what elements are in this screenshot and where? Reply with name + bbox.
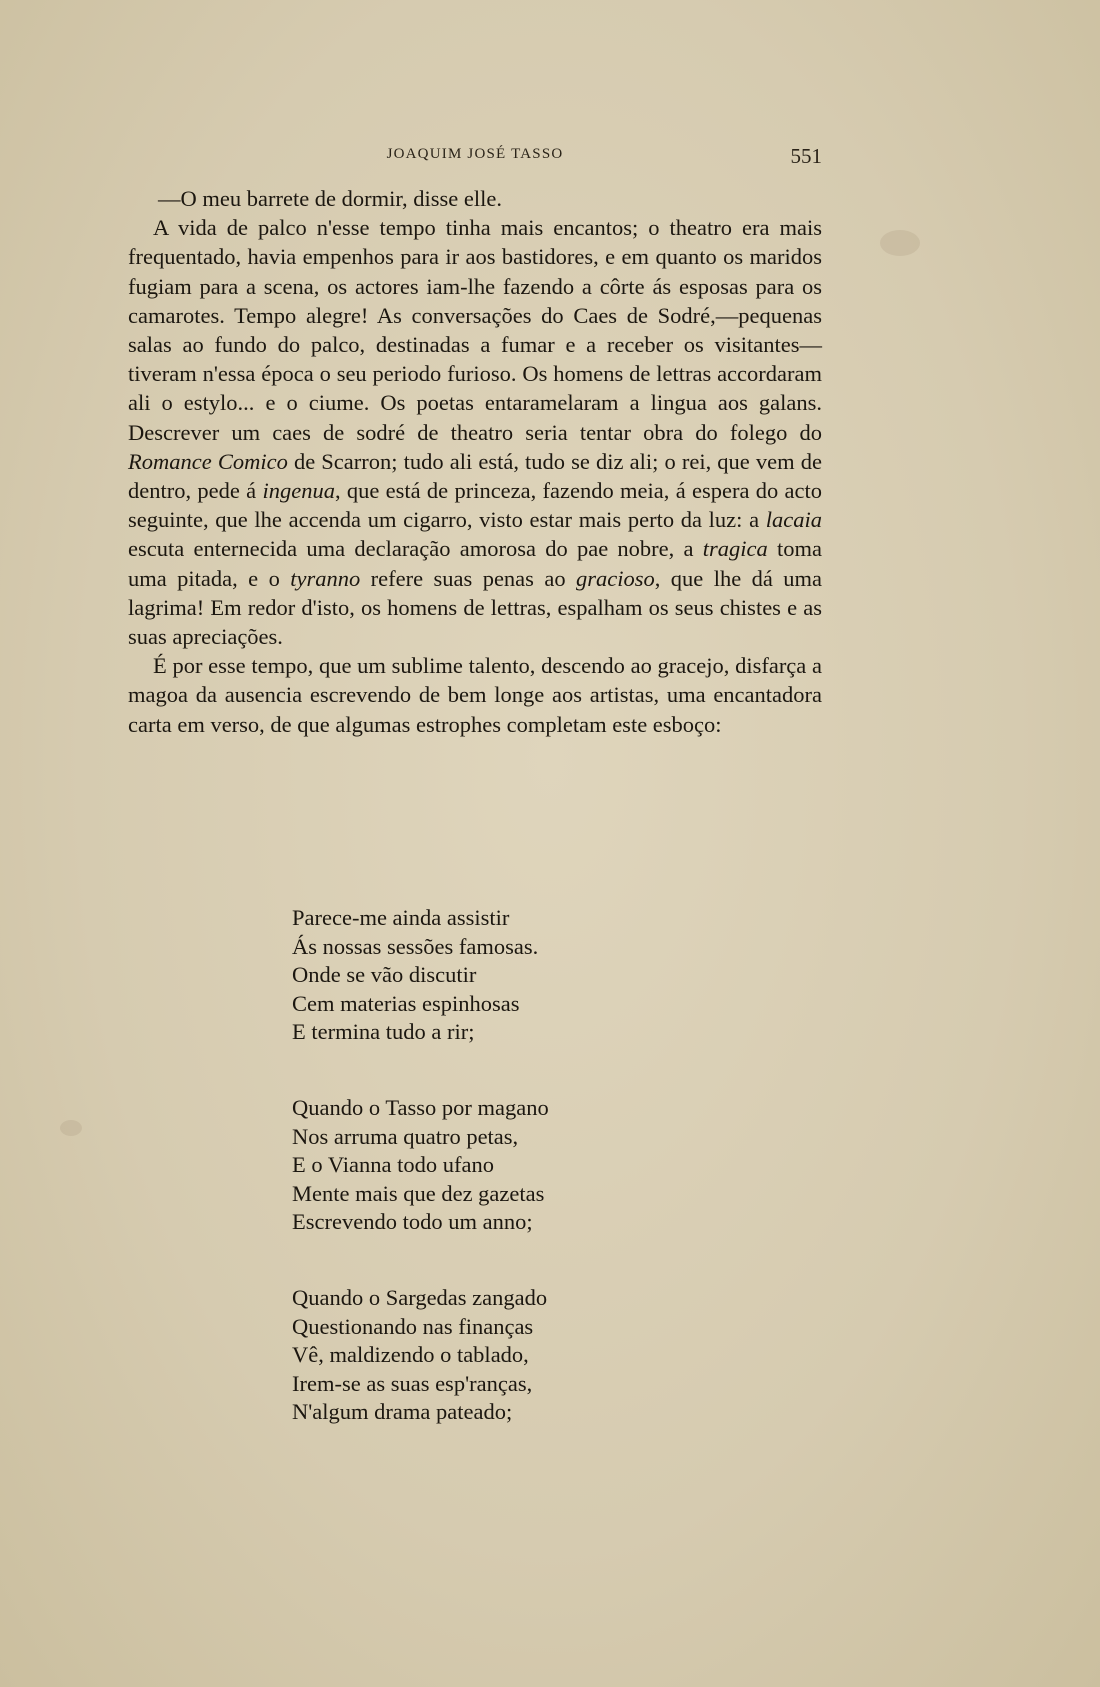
- poem-verse: Quando o Sargedas zangado: [292, 1284, 548, 1310]
- page-number: 551: [790, 144, 822, 168]
- poem-verse: Parece-me ainda assistir: [292, 905, 510, 930]
- text-run: de Scarron; tudo ali está, tudo se diz ali; o rei, que vem de dentro, pede á: [128, 448, 822, 504]
- italic-title-romance-comico: Romance Comico: [128, 448, 288, 474]
- text-run: toma uma pitada, e o: [128, 536, 822, 591]
- paper-stain: [60, 1120, 82, 1136]
- poem-verse: Cem materias espinhosas: [292, 990, 520, 1016]
- paragraph-verse-letter-intro: É por esse tempo, que um sublime talento, descendo ao gracejo, disfarça a magoa da ausencia escrevendo de bem longe aos artistas, uma encantadora carta em verso, de que algumas estrophes completam este esboço:: [128, 653, 822, 737]
- poem-stanza: [292, 904, 549, 1047]
- poem-verse: Mente mais que dez gazetas: [292, 1180, 545, 1206]
- text-run: , que lhe dá uma lagrima! Em redor d'isto, os homens de lettras, espalham os seus chistes e as suas apreciações.: [128, 565, 822, 650]
- poem-verse: Irem-se as suas esp'ranças,: [292, 1370, 533, 1396]
- poem-verse: Escrevendo todo um anno;: [292, 1209, 533, 1235]
- paragraph-theatre-life: [128, 213, 822, 651]
- poem-verse: Vê, maldizendo o tablado,: [292, 1342, 529, 1368]
- text-run: , que está de princeza, fazendo meia, á espera do acto seguinte, que lhe accenda um cigarro, visto estar mais perto da luz: a: [128, 478, 822, 533]
- poem-verse: Questionando nas finanças: [292, 1313, 534, 1339]
- italic-term-lacaia: lacaia: [765, 507, 822, 533]
- poem-verse: E o Vianna todo ufano: [292, 1152, 494, 1178]
- poem-stanza: [292, 1094, 549, 1237]
- running-title: JOAQUIM JOSÉ TASSO: [386, 146, 564, 162]
- text-run: A vida de palco n'esse tempo tinha mais encantos; o theatro era mais frequentado, havia empenhos para ir aos bastidores, e em quanto os maridos fugiam para a scena, os actores iam-lhe fazendo a côrte ás esposas para os camarotes. Tempo alegre! As conversações do Caes de Sodré,—pequenas salas ao fundo do palco, destinadas a fumar e a receber os visitantes—tiveram n'essa época o seu periodo furioso. Os homens de lettras accordaram ali o estylo... e o ciume. Os poetas entaramelaram a lingua aos galans. Descrever um caes de sodré de theatro seria tentar obra do folego do: [128, 215, 822, 445]
- running-head: [128, 144, 822, 168]
- poem: [292, 904, 549, 1474]
- opening-dialogue-line: —O meu barrete de dormir, disse elle.: [158, 186, 502, 211]
- body-text: [128, 184, 822, 739]
- italic-term-tragica: tragica: [702, 536, 768, 562]
- poem-verse: N'algum drama pateado;: [292, 1399, 513, 1425]
- poem-verse: E termina tudo a rir;: [292, 1019, 475, 1045]
- paper-stain: [880, 230, 920, 256]
- italic-term-ingenua: ingenua: [262, 478, 335, 504]
- text-run: escuta enternecida uma declaração amorosa do pae nobre, a: [128, 536, 703, 562]
- poem-verse: Ás nossas sessões famosas.: [292, 933, 539, 959]
- italic-term-tyranno: tyranno: [290, 565, 361, 591]
- poem-verse: Nos arruma quatro petas,: [292, 1123, 519, 1149]
- italic-term-gracioso: gracioso: [576, 565, 655, 591]
- poem-stanza: [292, 1284, 549, 1427]
- text-run: refere suas penas ao: [360, 565, 576, 591]
- poem-verse: Onde se vão discutir: [292, 962, 477, 988]
- poem-verse: Quando o Tasso por magano: [292, 1094, 549, 1120]
